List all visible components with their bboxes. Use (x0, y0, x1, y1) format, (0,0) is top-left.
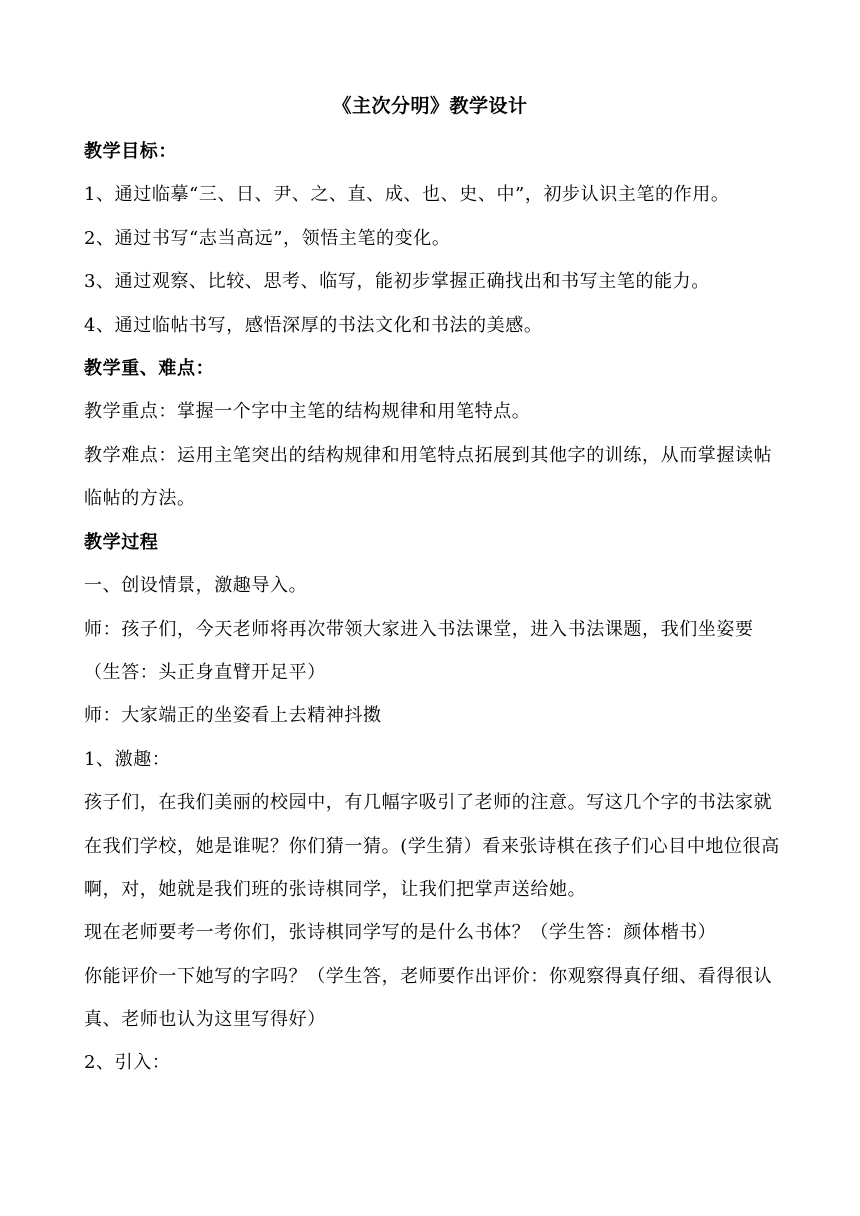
paragraph: 现在老师要考一考你们，张诗棋同学写的是什么书体？（学生答：颜体楷书） (84, 922, 717, 944)
teacher-line: 师：孩子们，今天老师将再次带领大家进入书法课堂，进入书法课题，我们坐姿要（生答：头正身直臂开足平） (84, 618, 754, 684)
process-heading: 教学过程 (84, 531, 159, 553)
page-title: 《主次分明》教学设计 (332, 95, 528, 117)
goal-item: 3、通过观察、比较、思考、临写，能初步掌握正确找出和书写主笔的能力。 (84, 271, 710, 293)
goals-heading: 教学目标： (84, 141, 177, 162)
key-point: 教学重点：掌握一个字中主笔的结构规律和用笔特点。 (84, 401, 531, 423)
paragraph: 孩子们，在我们美丽的校园中，有几幅字吸引了老师的注意。写这几个字的书法家就在我们学校，她是谁呢？你们猜一猜。(学生猜）看来张诗棋在孩子们心目中地位很高啊，对，她就是我们班的张诗棋同学，让我们把掌声送给她。 (84, 792, 780, 901)
teacher-line: 师：大家端正的坐姿看上去精神抖擞 (84, 705, 382, 727)
paragraph: 你能评价一下她写的字吗？（学生答，老师要作出评价：你观察得真仔细、看得很认真、老师也认为这里写得好） (84, 965, 773, 1031)
section-heading: 一、创设情景，激趣导入。 (84, 574, 308, 596)
document-body (84, 137, 784, 1092)
goal-item: 4、通过临帖书写，感悟深厚的书法文化和书法的美感。 (84, 314, 543, 336)
goal-item: 1、通过临摹“三、日、尹、之、直、成、也、史、中”，初步认识主笔的作用。 (84, 184, 730, 206)
key-difficult-heading: 教学重、难点： (84, 357, 215, 379)
subsection-heading: 2、引入： (84, 1052, 171, 1074)
difficult-point: 教学难点：运用主笔突出的结构规律和用笔特点拓展到其他字的训练，从而掌握读帖临帖的方法。 (84, 445, 773, 510)
subsection-heading: 1、激趣： (84, 748, 171, 770)
goal-item: 2、通过书写“志当高远”，领悟主笔的变化。 (84, 227, 451, 249)
